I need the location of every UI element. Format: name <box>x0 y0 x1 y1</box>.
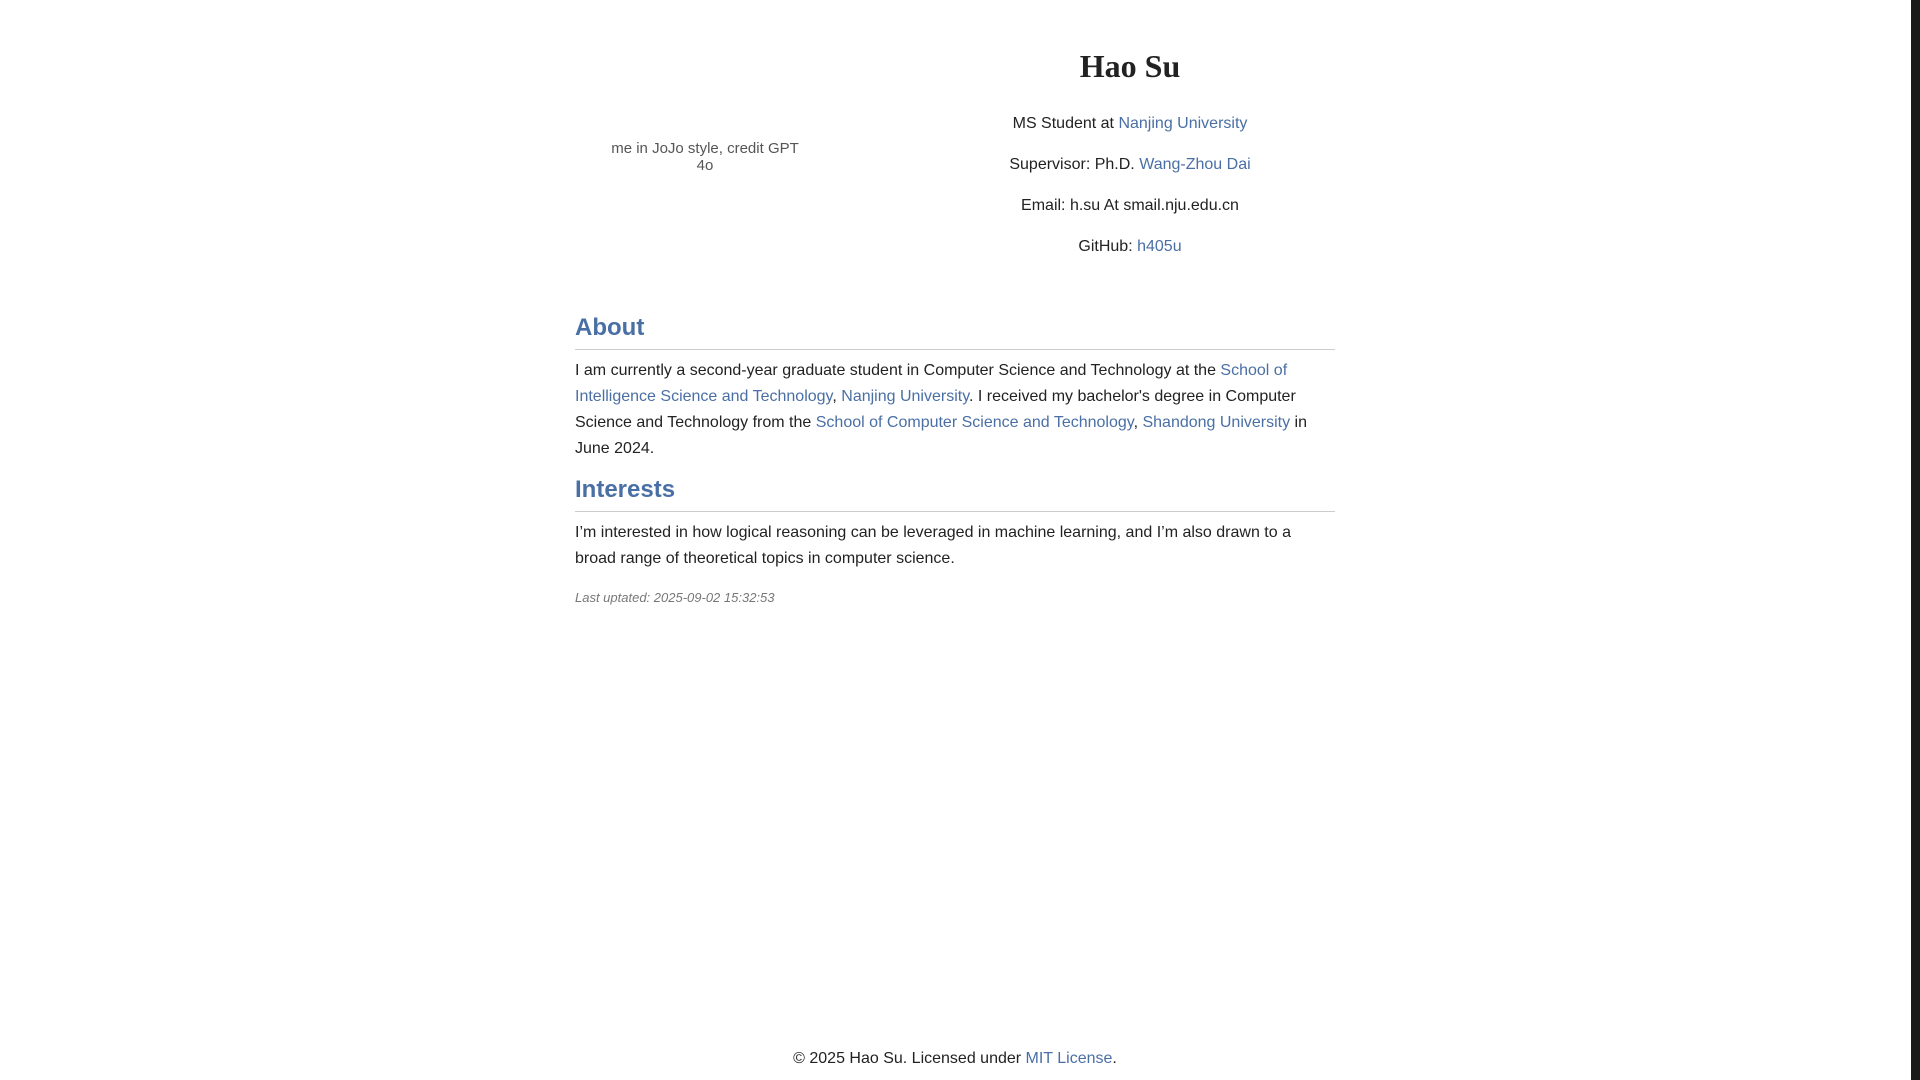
about-sep-2: , <box>1133 414 1143 431</box>
about-text-3: in June 2024. <box>575 414 1308 457</box>
profile-header <box>575 0 1335 300</box>
school-intelligence-link[interactable]: School of Intelligence Science and Technology <box>575 362 1288 405</box>
nanjing-university-link[interactable]: Nanjing University <box>1118 115 1248 132</box>
about-text-2: . I received my bachelor's degree in Computer Science and Technology from the <box>575 388 1296 431</box>
last-updated: Last uptated: 2025-09-02 15:32:53 <box>575 590 775 605</box>
about-text-1: I am currently a second-year graduate student in Computer Science and Technology at the <box>575 362 1221 379</box>
github-prefix: GitHub: <box>1078 238 1138 255</box>
nanjing-university-about-link[interactable]: Nanjing University <box>841 388 970 405</box>
footer <box>0 1050 1910 1068</box>
about-section <box>575 311 1335 462</box>
avatar-image <box>605 30 805 138</box>
supervisor-prefix: Supervisor: Ph.D. <box>1009 156 1140 173</box>
about-sep-1: , <box>832 388 842 405</box>
footer-prefix: © 2025 Hao Su. Licensed under <box>793 1050 1026 1067</box>
interests-text: I’m interested in how logical reasoning can be leveraged in machine learning, and I’m also drawn to a broad range of theoretical topics in computer science. <box>575 524 1291 567</box>
role-line <box>895 114 1365 134</box>
avatar-figure <box>575 30 835 270</box>
supervisor-link[interactable]: Wang-Zhou Dai <box>1139 156 1251 173</box>
profile-name: Hao Su <box>1079 48 1181 84</box>
about-heading: About <box>575 311 1335 350</box>
avatar-caption: me in JoJo style, credit GPT 4o <box>611 140 799 174</box>
github-link[interactable]: h405u <box>1137 238 1182 255</box>
footer-suffix: . <box>1112 1050 1117 1067</box>
email-line: Email: h.su At smail.nju.edu.cn <box>1021 197 1239 214</box>
school-cs-link[interactable]: School of Computer Science and Technology <box>815 414 1134 431</box>
about-text <box>575 358 1335 462</box>
github-line <box>895 237 1365 257</box>
mit-license-link[interactable]: MIT License <box>1025 1050 1113 1067</box>
profile-info <box>895 44 1365 278</box>
shandong-university-link[interactable]: Shandong University <box>1142 414 1291 431</box>
interests-section <box>575 473 1335 572</box>
supervisor-line <box>895 155 1365 175</box>
interests-heading: Interests <box>575 473 1335 512</box>
scrollbar[interactable] <box>1911 0 1920 1080</box>
role-prefix: MS Student at <box>1012 115 1119 132</box>
main-container <box>575 0 1335 605</box>
